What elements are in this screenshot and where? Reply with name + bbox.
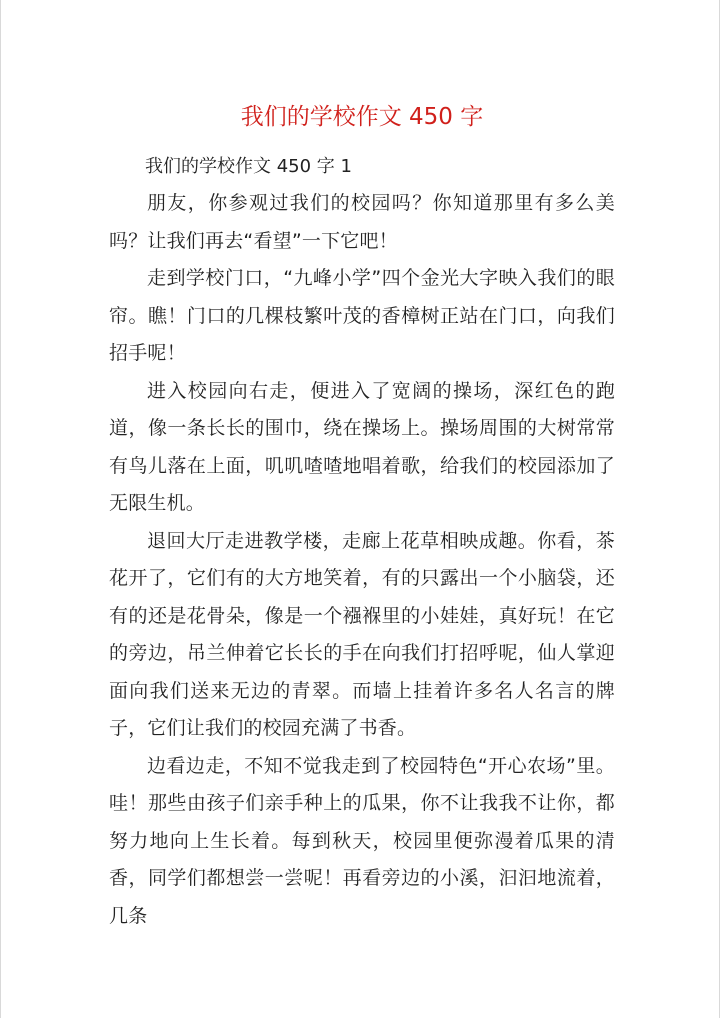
paragraph-3: 进入校园向右走，便进入了宽阔的操场，深红色的跑道，像一条长长的围巾，绕在操场上。操场周围的大树常常有鸟儿落在上面，叽叽喳喳地唱着歌，给我们的校园添加了无限生机。 [109, 379, 615, 514]
paragraph-5: 边看边走，不知不觉我走到了校园特色“开心农场”里。哇！那些由孩子们亲手种上的瓜果，你不让我我不让你，都努力地向上生长着。每到秋天，校园里便弥漫着瓜果的清香，同学们都想尝一尝呢！再看旁边的小溪，汩汩地流着，几条 [109, 754, 615, 927]
paragraph-2: 走到学校门口，“九峰小学”四个金光大字映入我们的眼帘。瞧！门口的几棵枝繁叶茂的香樟树正站在门口，向我们招手呢！ [109, 267, 615, 364]
document-title: 我们的学校作文 450 字 [240, 104, 484, 130]
document-subtitle: 我们的学校作文 450 字 1 [145, 156, 352, 177]
document-body [109, 96, 615, 935]
paragraph-1: 朋友，你参观过我们的校园吗？你知道那里有多么美吗？让我们再去“看望”一下它吧！ [109, 192, 615, 252]
paragraph-4: 退回大厅走进教学楼，走廊上花草相映成趣。你看，茶花开了，它们有的大方地笑着，有的只露出一个小脑袋，还有的还是花骨朵，像是一个襁褓里的小娃娃，真好玩！在它的旁边，吊兰伸着它长长的手在向我们打招呼呢，仙人掌迎面向我们送来无边的青翠。而墙上挂着许多名人名言的牌子，它们让我们的校园充满了书香。 [109, 529, 615, 739]
